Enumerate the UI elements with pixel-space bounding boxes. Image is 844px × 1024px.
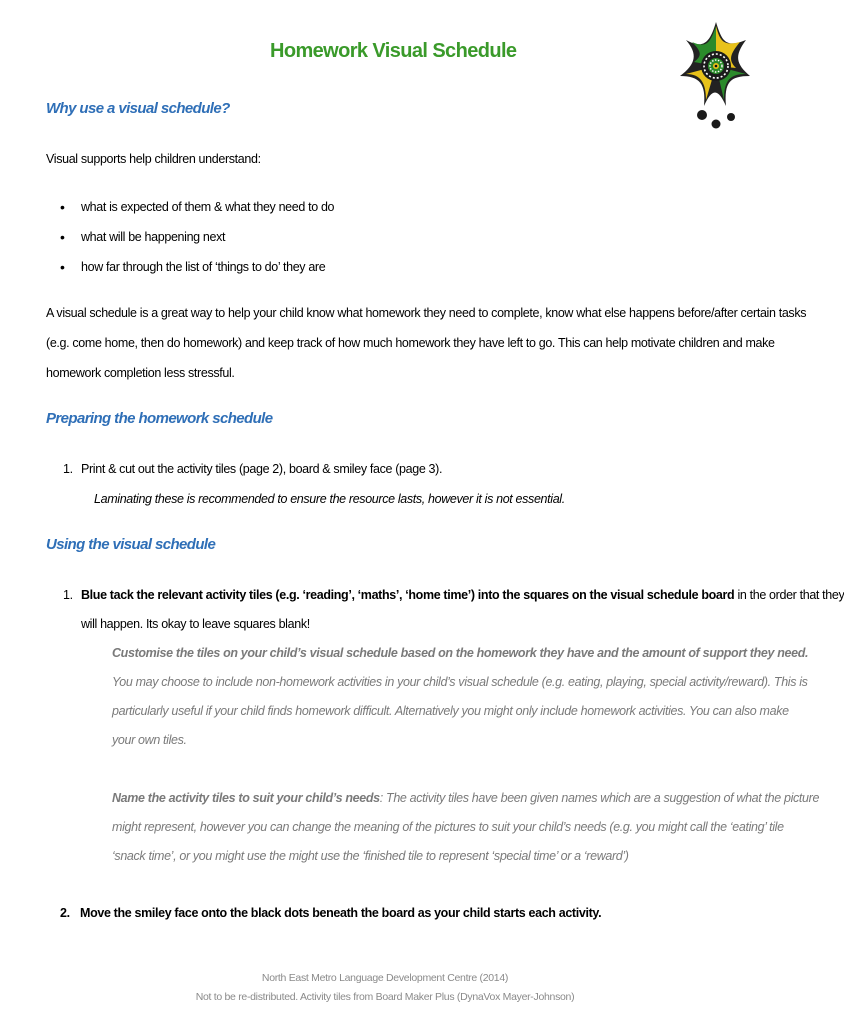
name-tiles-line: might represent, however you can change the meaning of the pictures to suit your child’s needs (e.g. you might call the ‘eating’ tile <box>112 820 784 834</box>
bullet-dot: • <box>60 229 65 245</box>
step-text-bold: Blue tack the relevant activity tiles (e.g. ‘reading’, ‘maths’, ‘home time’) into the squares on the visual schedule board <box>81 588 735 602</box>
step-number: 2. <box>60 906 70 920</box>
section-heading-preparing: Preparing the homework schedule <box>46 410 273 427</box>
step-text-rest: in the order that they <box>734 588 844 602</box>
paragraph-line: A visual schedule is a great way to help your child know what homework they need to complete, know what else happens before/after certain tasks <box>46 306 807 320</box>
note-line: You may choose to include non-homework activities in your child’s visual schedule (e.g. eating, playing, special activity/reward). This is <box>112 675 808 689</box>
paragraph-line: homework completion less stressful. <box>46 366 235 380</box>
bullet-item: what is expected of them & what they need to do <box>81 200 335 214</box>
logo-star-emblem-icon <box>680 18 752 130</box>
section-heading-why: Why use a visual schedule? <box>46 100 230 117</box>
section-heading-using: Using the visual schedule <box>46 536 216 553</box>
step-text <box>81 580 844 610</box>
bullet-dot: • <box>60 199 65 215</box>
name-tiles-line: ‘snack time’, or you might use the might use the ‘finished tile to represent ‘special time’ or a ‘reward’) <box>112 849 629 863</box>
bullet-item: what will be happening next <box>81 230 226 244</box>
bullet-item: how far through the list of ‘things to do’ they are <box>81 260 326 274</box>
note-line: your own tiles. <box>112 733 187 747</box>
paragraph-line: (e.g. come home, then do homework) and keep track of how much homework they have left to go. This can help motivate children and make <box>46 336 775 350</box>
name-tiles-bold: Name the activity tiles to suit your child’s needs <box>112 791 380 805</box>
step-note: Laminating these is recommended to ensure the resource lasts, however it is not essential. <box>94 492 565 506</box>
step-number: 1. <box>63 462 73 476</box>
note-bold: Customise the tiles on your child’s visual schedule based on the homework they have and the amount of support they need. <box>112 646 809 660</box>
name-tiles-line <box>112 783 819 813</box>
name-tiles-rest: : The activity tiles have been given names which are a suggestion of what the picture <box>379 791 820 805</box>
step-text: will happen. Its okay to leave squares blank! <box>81 617 310 631</box>
step-number: 1. <box>63 588 73 602</box>
step-text: Move the smiley face onto the black dots beneath the board as your child starts each activity. <box>80 906 602 920</box>
step-text: Print & cut out the activity tiles (page 2), board & smiley face (page 3). <box>81 462 443 476</box>
intro-text: Visual supports help children understand: <box>46 152 261 166</box>
footer-line: Not to be re-distributed. Activity tiles from Board Maker Plus (DynaVox Mayer-Johnson) <box>195 991 575 1003</box>
page-title: Homework Visual Schedule <box>270 40 517 62</box>
bullet-dot: • <box>60 259 65 275</box>
note-line: particularly useful if your child finds homework difficult. Alternatively you might only include homework activities. You can also make <box>112 704 789 718</box>
footer-line: North East Metro Language Development Centre (2014) <box>261 972 509 984</box>
